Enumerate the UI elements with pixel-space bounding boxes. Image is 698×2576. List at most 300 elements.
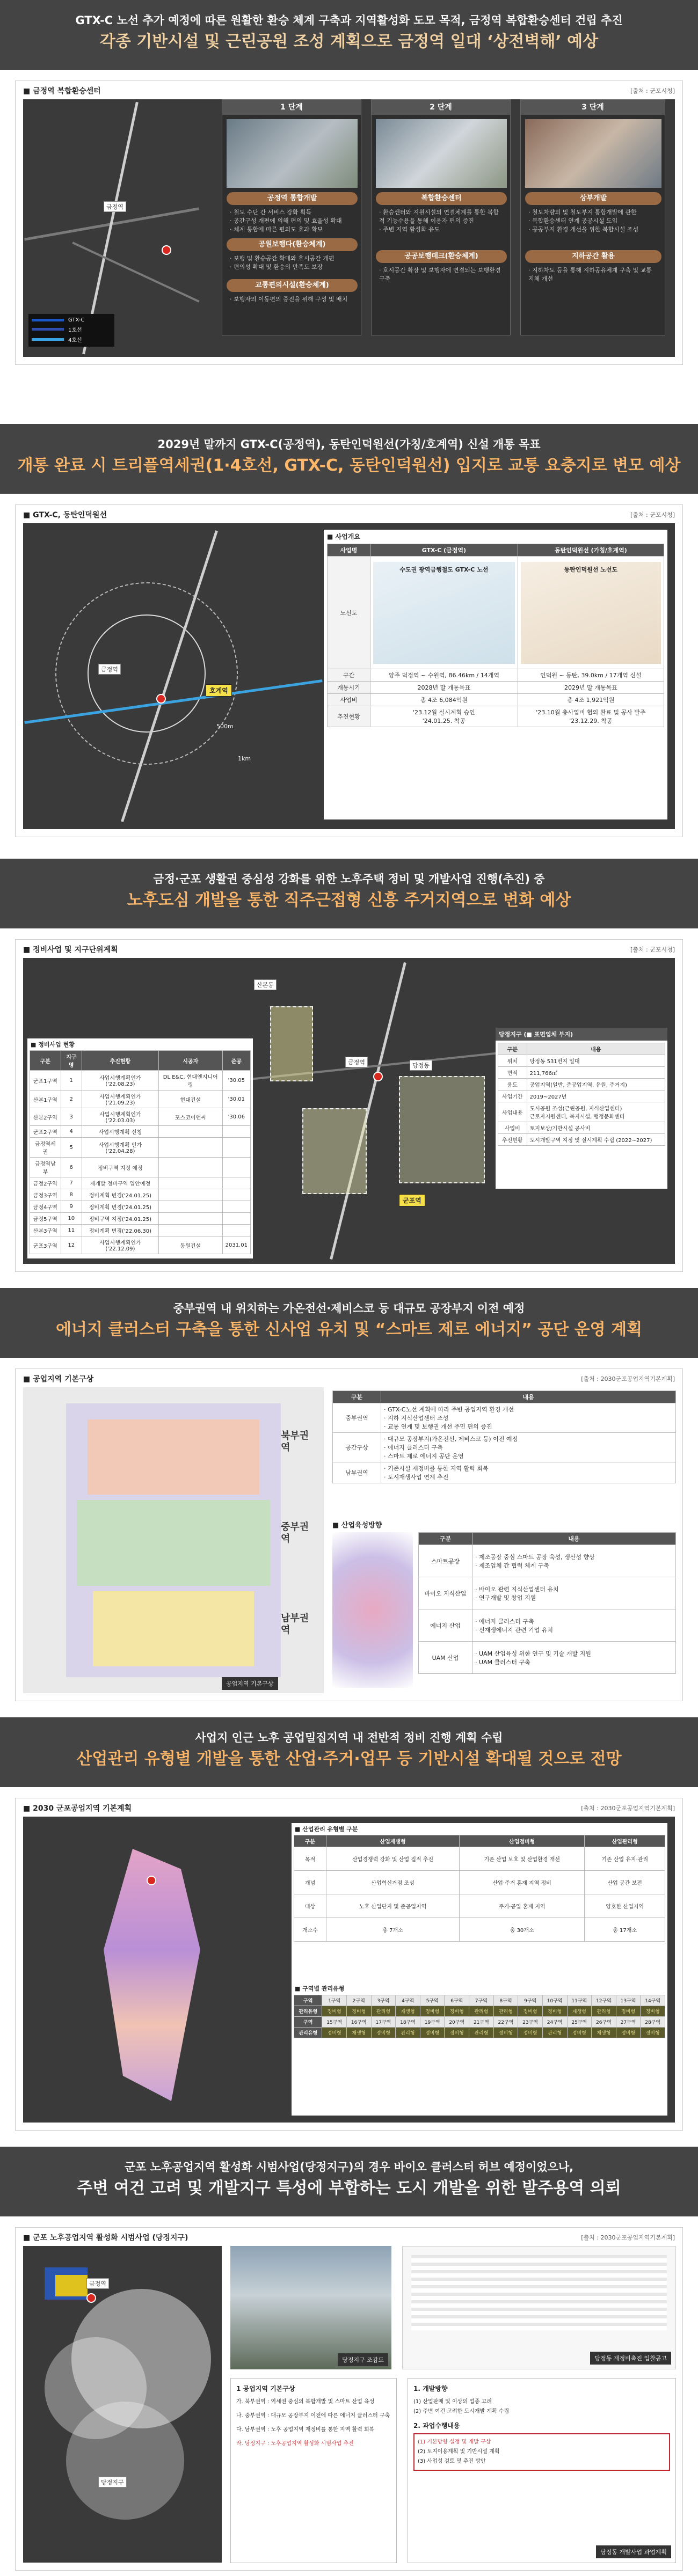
highlight-box xyxy=(413,2433,670,2471)
grid-cell: 관리형 xyxy=(371,2006,396,2017)
table-cell: 2031.01 xyxy=(222,1236,250,1254)
table-cell: 정비계획 변경('24.01.25) xyxy=(82,1189,158,1201)
grid-cell: 재생형 xyxy=(592,2028,616,2038)
section-4 xyxy=(0,1288,698,1717)
stage-rendering xyxy=(227,119,358,188)
map xyxy=(23,958,675,1264)
render-caption: 당정지구 조감도 xyxy=(338,2353,388,2366)
stage-desc: · 환승센터와 지원시설의 연결체계를 통한 복합적 기능수용을 통해 이용자 편의 증진 · 주변 지역 활성화 유도 xyxy=(379,209,499,233)
station-marker xyxy=(373,1072,383,1081)
stage-heading: 1 단계 xyxy=(222,100,361,115)
doc-line: 다. 남부권역 : 노후 공업지역 재정비를 통한 지역 활력 회복 xyxy=(236,2427,375,2433)
grid-cell: 4구역 xyxy=(396,1995,420,2006)
table-cell: 재개발 정비구역 입안예정 xyxy=(82,1177,158,1189)
grid-cell: 27구역 xyxy=(616,2017,641,2028)
panel-source: [출처 : 군포시청] xyxy=(630,946,675,953)
table-cell: 기존 산업 유지·관리 xyxy=(585,1847,665,1871)
table-row xyxy=(498,1043,665,1055)
grid-cell: 정비형 xyxy=(445,2006,469,2017)
table-row xyxy=(498,1122,665,1134)
table-row xyxy=(498,1067,665,1079)
table-cell: 추진현황 xyxy=(328,706,370,727)
stage-pill: 지하공간 활용 xyxy=(525,250,661,263)
section-2 xyxy=(0,376,698,859)
aerial-rendering xyxy=(230,2246,391,2369)
map xyxy=(23,2246,222,2563)
stage-rendering xyxy=(376,119,507,188)
business-overview xyxy=(324,530,667,819)
stage-pill: 공정역 통합개발 xyxy=(227,192,358,205)
table-cell: 용도 xyxy=(498,1079,527,1091)
grid-cell: 15구역 xyxy=(322,2017,347,2028)
map-label: 금정역 xyxy=(86,2278,109,2289)
table-row xyxy=(498,1134,665,1146)
table-row xyxy=(498,1055,665,1067)
legend-item: 4호선 xyxy=(68,338,82,343)
map-label: 당정지구 xyxy=(98,2477,127,2487)
section-1-subtitle: GTX-C 노선 추가 예정에 따른 원활한 환승 체계 구축과 지역활성화 도모 목적, 금정역 복합환승센터 건립 추진 xyxy=(75,14,623,27)
grid-cell: 정비형 xyxy=(420,2006,445,2017)
table-cell: 총 17개소 xyxy=(585,1918,665,1942)
grid-cell: 8구역 xyxy=(493,1995,518,2006)
stage-heading: 3 단계 xyxy=(521,100,665,115)
station-marker xyxy=(147,1876,156,1885)
management-tables xyxy=(292,1823,667,2116)
table-cell: · GTX-C노선 계획에 따라 주변 공업지역 환경 개선 · 지하 지식산업센터 조성 · 교통 연계 및 보행권 개선 주민 편의 증진 xyxy=(381,1403,676,1433)
route-map xyxy=(370,557,518,669)
stage-rendering xyxy=(525,119,661,188)
concept-table xyxy=(332,1391,676,1483)
zone-label: 북부권역 xyxy=(281,1430,309,1453)
grid-row xyxy=(294,2006,665,2017)
grid-cell: 5구역 xyxy=(420,1995,445,2006)
section-4-title: 에너지 클러스터 구축을 통한 신사업 유치 및 “스마트 제로 에너지” 공단 운영 계획 xyxy=(55,1320,643,1339)
table-caption: ■ 구역별 관리유형 xyxy=(295,1985,345,1992)
map-legend xyxy=(28,314,114,347)
section-1 xyxy=(0,0,698,376)
table-cell: 총 30개소 xyxy=(460,1918,585,1942)
station-marker xyxy=(162,245,171,255)
table-cell: 정비계획 변경('22.06.30) xyxy=(82,1225,158,1236)
table-header: 내용 xyxy=(472,1533,676,1545)
table-cell: 사업시행계획인가('22.03.03) xyxy=(82,1108,158,1126)
table-cell xyxy=(158,1177,222,1189)
section-6-headline xyxy=(0,2147,698,2216)
grid-cell: 정비형 xyxy=(322,2006,347,2017)
section-2-subtitle: 2029년 말까지 GTX-C(공정역), 동탄인덕원선(가칭/호계역) 신설 개통 목표 xyxy=(157,438,541,451)
table-row xyxy=(30,1071,251,1091)
distance-label: 1km xyxy=(238,755,251,762)
table-caption: ■ 사업개요 xyxy=(327,533,360,540)
table-cell: 211,766㎡ xyxy=(527,1067,665,1079)
table-cell: 공업지역(일반, 준공업지역, 유원, 주거지) xyxy=(527,1079,665,1091)
table-cell: · 대규모 공장부지(가온전선, 제비스코 등) 이전 예정 · 에너지 클러스터 구축 · 스마트 제로 에너지 공단 운영 xyxy=(381,1433,676,1462)
grid-cell: 정비형 xyxy=(322,2028,347,2038)
table-cell: 바이오 지식산업 xyxy=(419,1577,472,1609)
grid-cell: 3구역 xyxy=(371,1995,396,2006)
doc-title: 1 공업지역 기본구상 xyxy=(236,2385,295,2392)
table-cell: 인덕원 ~ 동탄, 39.0km / 17개역 신설 xyxy=(518,669,664,682)
grid-cell: 정비형 xyxy=(347,2006,372,2017)
grid-cell: 16구역 xyxy=(347,2017,372,2028)
route-map-label: 동탄인덕원선 노선도 xyxy=(521,562,661,664)
info-table xyxy=(498,1043,665,1146)
grid-cell: 정비형 xyxy=(518,2028,543,2038)
map-caption: 공업지역 기본구상 xyxy=(222,1677,278,1690)
table-cell xyxy=(222,1213,250,1225)
section-2-panel xyxy=(15,504,683,837)
table-cell: 산업혁신거점 조성 xyxy=(326,1871,460,1894)
info-heading: 당정지구 (■ 표면업체 부지) xyxy=(496,1028,667,1041)
table-header: 내용 xyxy=(381,1391,676,1403)
station-marker xyxy=(156,694,166,704)
grid-cell: 정비형 xyxy=(567,2028,592,2038)
grid-cell: 정비형 xyxy=(641,2028,665,2038)
table-row xyxy=(30,1201,251,1213)
section-3-subtitle: 금정·군포 생활권 중심성 강화를 위한 노후주택 정비 및 개발사업 진행(추진) 중 xyxy=(153,873,545,885)
doc-subtitle: 2. 과업수행내용 xyxy=(413,2422,460,2429)
legend-item: GTX-C xyxy=(68,317,85,323)
grid-cell: 6구역 xyxy=(445,1995,469,2006)
table-cell: 사업비 xyxy=(498,1122,527,1134)
table-cell: 5 xyxy=(61,1138,82,1158)
table-header: 시공자 xyxy=(158,1051,222,1071)
table-header: 동탄인덕원선 (가칭/호계역) xyxy=(518,544,664,557)
map xyxy=(23,523,675,829)
station-label: 금정역 xyxy=(104,201,126,212)
table-cell xyxy=(158,1138,222,1158)
redevelopment-table-box xyxy=(27,1038,253,1258)
table-cell xyxy=(222,1126,250,1138)
grid-cell: 관리형 xyxy=(493,2006,518,2017)
table-cell: 총 4조 1,921억원 xyxy=(518,694,664,706)
map-label: 군포역 xyxy=(399,1194,425,1206)
panel-source: [출처 : 2030군포공업지역기본계획] xyxy=(581,1375,675,1382)
table-cell xyxy=(158,1213,222,1225)
section-3-headline xyxy=(0,859,698,928)
grid-cell: 구역 xyxy=(294,1995,322,2006)
table-cell: 1 xyxy=(61,1071,82,1091)
table-header: 산업정비형 xyxy=(460,1835,585,1847)
table-cell: 금정역남부 xyxy=(30,1158,61,1177)
table-cell xyxy=(158,1225,222,1236)
dangjeong-info-box xyxy=(496,1028,667,1189)
table-cell: · 에너지 클러스터 구축 · 신재생에너지 관련 기업 유치 xyxy=(472,1609,676,1642)
stage-2-card xyxy=(371,99,511,335)
grid-cell: 28구역 xyxy=(641,2017,665,2028)
panel-title: ■ 군포 노후공업지역 활성화 시범사업 (당정지구) xyxy=(23,2232,188,2243)
table-row xyxy=(30,1138,251,1158)
section-5 xyxy=(0,1717,698,2147)
sub-title: ■ 산업육성방향 xyxy=(332,1521,382,1529)
table-cell: 정비구역 지정 예정 xyxy=(82,1158,158,1177)
table-cell: · 바이오 관련 지식산업센터 유치 · 연구개발 및 창업 지원 xyxy=(472,1577,676,1609)
table-cell: 금정3구역 xyxy=(30,1189,61,1201)
table-cell xyxy=(222,1189,250,1201)
stage-desc: · 지하차도 등을 통해 지하공유체계 구축 및 교통 지체 개선 xyxy=(528,267,652,282)
doc-caption: 당정동 재정비촉진 입찰공고 xyxy=(590,2352,671,2365)
table-cell: 2028년 말 개통목표 xyxy=(370,682,518,694)
table-cell: 당정동 531번지 일대 xyxy=(527,1055,665,1067)
table-cell: 사업내용 xyxy=(498,1102,527,1122)
table-cell: 위치 xyxy=(498,1055,527,1067)
table-cell: 9 xyxy=(61,1201,82,1213)
distance-label: 500m xyxy=(216,723,234,730)
table-header: 준공 xyxy=(222,1051,250,1071)
table-cell: 10 xyxy=(61,1213,82,1225)
table-cell: UAM 산업 xyxy=(419,1642,472,1674)
grid-cell: 관리형 xyxy=(396,2028,420,2038)
grid-cell: 19구역 xyxy=(420,2017,445,2028)
doc-title: 1. 개발방향 xyxy=(413,2385,448,2392)
grid-cell: 관리형 xyxy=(542,2028,567,2038)
grid-cell: 정비형 xyxy=(616,2028,641,2038)
map-label: 산본동 xyxy=(254,979,277,990)
doc-line: 가. 북부권역 : 역세권 중심의 복합개발 및 스마트 산업 육성 xyxy=(236,2399,375,2405)
table-cell: 양호한 산업지역 xyxy=(585,1894,665,1918)
grid-cell: 관리유형 xyxy=(294,2006,322,2017)
table-cell: 사업시행계획인가('22.12.09) xyxy=(82,1236,158,1254)
grid-cell: 관리유형 xyxy=(294,2028,322,2038)
table-cell: 면적 xyxy=(498,1067,527,1079)
table-row xyxy=(30,1091,251,1108)
table-cell: 2 xyxy=(61,1091,82,1108)
table-cell: 12 xyxy=(61,1236,82,1254)
table-header: 구분 xyxy=(498,1043,527,1055)
table-cell: 금정역세권 xyxy=(30,1138,61,1158)
section-6 xyxy=(0,2147,698,2576)
table-cell: '30.01 xyxy=(222,1091,250,1108)
panel-source: [출처 : 군포시청] xyxy=(630,511,675,518)
table-cell: 사업시행계획인가('21.09.23) xyxy=(82,1091,158,1108)
grid-cell: 14구역 xyxy=(641,1995,665,2006)
table-header: 사업명 xyxy=(328,544,370,557)
redevelopment-table xyxy=(30,1050,251,1254)
table-cell: 정비계획 변경('24.01.25) xyxy=(82,1201,158,1213)
table-cell: 총 4조 6,084억원 xyxy=(370,694,518,706)
section-3-title: 노후도심 개발을 통한 직주근접형 신흥 주거지역으로 변화 예상 xyxy=(127,891,571,910)
table-cell: '23.10월 총사업비 협의 완료 및 공사 발주 '23.12.29. 착공 xyxy=(518,706,664,727)
section-6-panel xyxy=(15,2227,683,2571)
industry-diagram xyxy=(332,1532,413,1688)
table-cell: 6 xyxy=(61,1158,82,1177)
table-cell: 사업비 xyxy=(328,694,370,706)
stage-heading: 2 단계 xyxy=(372,100,510,115)
table-cell xyxy=(222,1158,250,1177)
table-cell: 도시개발구역 지정 및 실시계획 수립 (2022~2027) xyxy=(527,1134,665,1146)
station-label: 금정역 xyxy=(98,664,121,675)
table-cell: 개소수 xyxy=(294,1918,326,1942)
grid-row xyxy=(294,2028,665,2038)
table-cell: 개념 xyxy=(294,1871,326,1894)
route-map-label: 수도권 광역급행철도 GTX-C 노선 xyxy=(373,562,515,664)
table-row xyxy=(498,1079,665,1091)
map-label: 당정동 xyxy=(410,1060,432,1071)
section-3 xyxy=(0,859,698,1288)
table-cell: 7 xyxy=(61,1177,82,1189)
table-caption: ■ 정비사업 현황 xyxy=(31,1041,75,1048)
grid-cell: 21구역 xyxy=(469,2017,494,2028)
table-cell: 노선도 xyxy=(328,557,370,669)
table-cell: · UAM 산업육성 위한 연구 및 기술 개발 지원 · UAM 클러스터 구축 xyxy=(472,1642,676,1674)
doc-line: (1) 기본방향 설정 및 개발 구상 xyxy=(418,2439,491,2445)
doc-caption: 당정동 개발사업 과업계획 xyxy=(596,2545,671,2558)
table-header: GTX-C (금정역) xyxy=(370,544,518,557)
table-cell xyxy=(158,1126,222,1138)
grid-cell: 관리형 xyxy=(469,2028,494,2038)
table-cell: 산본3구역 xyxy=(30,1225,61,1236)
section-4-headline xyxy=(0,1288,698,1358)
stage-pill: 상부개발 xyxy=(525,192,661,205)
grid-row xyxy=(294,1995,665,2006)
panel-title: ■ 공업지역 기본구상 xyxy=(23,1373,93,1384)
table-cell: 토지보상/기반시설 공사비 xyxy=(527,1122,665,1134)
table-header: 구분 xyxy=(419,1533,472,1545)
grid-cell: 10구역 xyxy=(542,1995,567,2006)
grid-cell: 26구역 xyxy=(592,2017,616,2028)
table-header: 내용 xyxy=(527,1043,665,1055)
grid-cell: 11구역 xyxy=(567,1995,592,2006)
doc-line: 라. 당정지구 : 노후공업지역 활성화 시범사업 추진 xyxy=(236,2441,354,2447)
grid-cell: 7구역 xyxy=(469,1995,494,2006)
table-cell: 11 xyxy=(61,1225,82,1236)
overview-table xyxy=(327,544,664,727)
section-6-subtitle: 군포 노후공업지역 활성화 시범사업(당정지구)의 경우 바이오 클러스터 허브 예정이었으나, xyxy=(124,2161,574,2174)
table-header: 구분 xyxy=(294,1835,326,1847)
panel-title: ■ 2030 군포공업지역 기본계획 xyxy=(23,1803,132,1813)
section-1-panel xyxy=(15,80,683,365)
table-cell: 4 xyxy=(61,1126,82,1138)
map-label: 금정역 xyxy=(345,1057,368,1067)
stage-desc: · 보행 및 환승공간 확대와 호시공간 개편 · 편의성 확대 및 환승의 만족도 보장 xyxy=(230,255,335,270)
table-cell: · 제조공장 중심 스마트 공장 육성, 생산성 향상 · 제조업체 간 협력 체계 구축 xyxy=(472,1545,676,1577)
table-cell: 사업시행계획 인가('22.04.28) xyxy=(82,1138,158,1158)
table-header: 산업재생형 xyxy=(326,1835,460,1847)
grid-cell: 24구역 xyxy=(542,2017,567,2028)
section-5-headline xyxy=(0,1717,698,1787)
panel-source: [출처 : 2030군포공업지역기본계획] xyxy=(581,1805,675,1812)
table-header: 구분 xyxy=(30,1051,61,1071)
zone-type-grid xyxy=(294,1995,665,2038)
table-cell: 산본1구역 xyxy=(30,1091,61,1108)
table-cell: 현대건설 xyxy=(158,1091,222,1108)
table-cell: 3 xyxy=(61,1108,82,1126)
grid-row xyxy=(294,2017,665,2028)
table-cell: 군포3구역 xyxy=(30,1236,61,1254)
table-cell xyxy=(222,1225,250,1236)
grid-cell: 20구역 xyxy=(445,2017,469,2028)
panel-source: [출처 : 2030군포공업지역기본계획] xyxy=(581,2234,675,2241)
table-cell: 군포2구역 xyxy=(30,1126,61,1138)
doc-line: (2) 주변 여건 고려한 도시개발 계획 수립 xyxy=(413,2409,510,2414)
table-cell: 포스코이앤씨 xyxy=(158,1108,222,1126)
stage-pill: 공원보행다(환승체계) xyxy=(227,238,358,251)
table-row xyxy=(30,1108,251,1126)
table-cell: 금정5구역 xyxy=(30,1213,61,1225)
table-cell: 사업시행계획인가('22.08.23) xyxy=(82,1071,158,1091)
table-row xyxy=(498,1091,665,1102)
table-row xyxy=(30,1158,251,1177)
table-cell: 추진현황 xyxy=(498,1134,527,1146)
table-cell xyxy=(222,1201,250,1213)
table-cell: 사업기간 xyxy=(498,1091,527,1102)
grid-cell: 23구역 xyxy=(518,2017,543,2028)
section-2-headline xyxy=(0,424,698,494)
table-cell: 노후 산업단지 및 준공업지역 xyxy=(326,1894,460,1918)
panel-source: [출처 : 군포시청] xyxy=(630,87,675,94)
grid-cell: 관리형 xyxy=(592,2006,616,2017)
grid-cell: 구역 xyxy=(294,2017,322,2028)
zone-label: 중부권역 xyxy=(281,1521,309,1545)
section-5-title: 산업관리 유형별 개발을 통한 산업·주거·업무 등 기반시설 확대될 것으로 전망 xyxy=(76,1750,622,1768)
grid-cell: 정비형 xyxy=(420,2028,445,2038)
table-cell xyxy=(158,1201,222,1213)
table-cell: 대상 xyxy=(294,1894,326,1918)
grid-cell: 17구역 xyxy=(371,2017,396,2028)
table-cell: 개통시기 xyxy=(328,682,370,694)
stage-1-card xyxy=(222,99,361,335)
section-5-panel xyxy=(15,1798,683,2131)
grid-cell: 12구역 xyxy=(592,1995,616,2006)
table-cell xyxy=(158,1158,222,1177)
table-cell: 목적 xyxy=(294,1847,326,1871)
table-cell: 사업시행계획 신청 xyxy=(82,1126,158,1138)
section-1-headline xyxy=(0,0,698,70)
table-row xyxy=(30,1177,251,1189)
grid-cell: 2구역 xyxy=(347,1995,372,2006)
stage-pill: 공공보행데크(환승체계) xyxy=(376,250,507,263)
grid-cell: 정비형 xyxy=(542,2006,567,2017)
table-cell: 금정4구역 xyxy=(30,1201,61,1213)
stage-pill: 복합환승센터 xyxy=(376,192,507,205)
table-cell: 도시공원 조성(근린공원, 지식산업센터) 근로자지원센터, 복지시설, 행정문화센터 xyxy=(527,1102,665,1122)
management-type-table xyxy=(294,1835,665,1942)
industry-table xyxy=(418,1532,676,1674)
table-row xyxy=(498,1102,665,1122)
table-cell: 주거·공업 혼재 지역 xyxy=(460,1894,585,1918)
grid-cell: 정비형 xyxy=(445,2028,469,2038)
map xyxy=(23,1817,675,2123)
table-cell: 정비구역 지정('24.01.25) xyxy=(82,1213,158,1225)
grid-cell: 정비형 xyxy=(641,2006,665,2017)
grid-cell: 13구역 xyxy=(616,1995,641,2006)
doc-line: (2) 토지이용계획 및 기반시설 계획 xyxy=(418,2449,500,2455)
stage-desc: · 호시공간 확장 및 보행자에 연결되는 보행환경 구축 xyxy=(379,267,501,282)
table-row xyxy=(30,1236,251,1254)
grid-cell: 22구역 xyxy=(493,2017,518,2028)
table-cell: 총 7개소 xyxy=(326,1918,460,1942)
section-6-title: 주변 여건 고려 및 개발지구 특성에 부합하는 도시 개발을 위한 발주용역 의뢰 xyxy=(77,2179,621,2198)
section-5-subtitle: 사업지 인근 노후 공업밀집지역 내 전반적 정비 진행 계획 수립 xyxy=(195,1731,503,1744)
table-cell: 산업·주거 혼재 지역 정비 xyxy=(460,1871,585,1894)
station-label: 호계역 xyxy=(206,684,232,697)
table-cell: 양주 덕정역 ~ 수원역, 86.46km / 14개역 xyxy=(370,669,518,682)
section-4-panel xyxy=(15,1368,683,1701)
route-map xyxy=(518,557,664,669)
grid-cell: 정비형 xyxy=(616,2006,641,2017)
grid-cell: 재생형 xyxy=(567,2006,592,2017)
map xyxy=(23,99,675,357)
doc-line: 나. 중부권역 : 대규모 공장부지 이전에 따른 에너지 클러스터 구축 xyxy=(236,2413,390,2419)
sub-title-text: 산업육성방향 xyxy=(341,1521,382,1529)
table-cell: 남부권역 xyxy=(333,1462,381,1483)
station-marker xyxy=(86,2293,96,2303)
grid-cell: 18구역 xyxy=(396,2017,420,2028)
table-cell: 금정2구역 xyxy=(30,1177,61,1189)
section-2-title: 개통 완료 시 트리플역세권(1·4호선, GTX-C, 동탄인덕원선) 입지로 교통 요충지로 변모 예상 xyxy=(17,456,681,475)
grid-cell: 정비형 xyxy=(493,2028,518,2038)
table-cell: 산업 공간 보전 xyxy=(585,1871,665,1894)
